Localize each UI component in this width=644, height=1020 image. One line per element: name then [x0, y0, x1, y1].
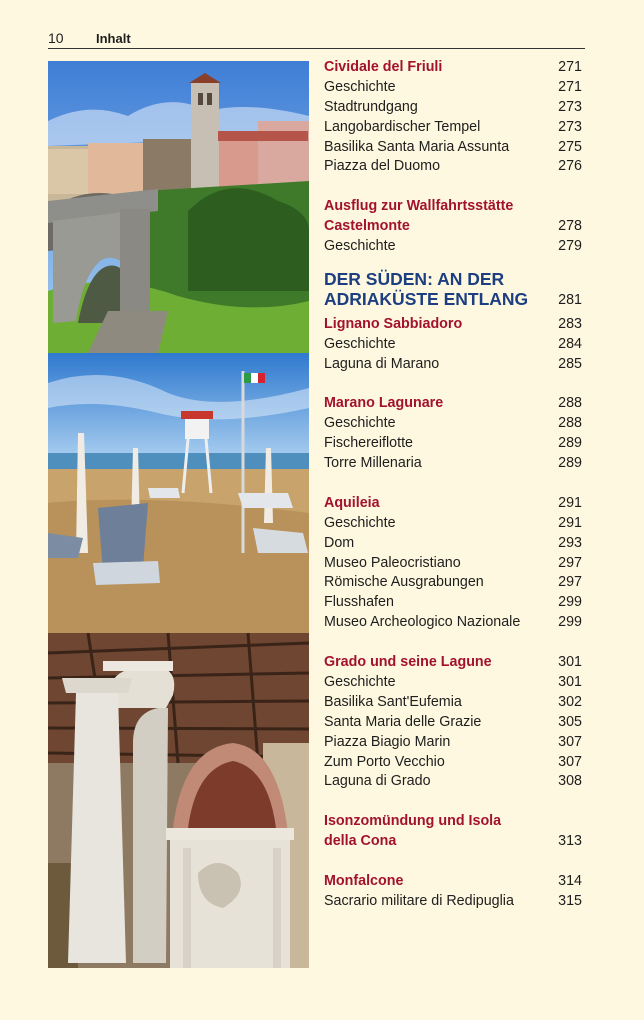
toc-spacer: [324, 792, 582, 812]
toc-page-number: 289: [558, 435, 582, 452]
toc-entry-label: Geschichte: [324, 673, 396, 690]
toc-sub-entry[interactable]: [324, 613, 582, 633]
toc-sub-entry[interactable]: [324, 514, 582, 534]
section-title: Inhalt: [96, 31, 131, 46]
toc-entry-label: Laguna di Grado: [324, 773, 431, 790]
toc-location-entry[interactable]: [324, 812, 582, 832]
toc-entry-label: Aquileia: [324, 494, 380, 511]
toc-location-entry[interactable]: [324, 315, 582, 335]
toc-page-number: 283: [558, 315, 582, 332]
toc-entry-label: Lignano Sabbiadoro: [324, 315, 463, 332]
bridge-town-photo: [48, 61, 309, 353]
toc-page-number: 278: [558, 218, 582, 235]
basilica-interior-photo: [48, 633, 309, 968]
toc-location-entry[interactable]: [324, 653, 582, 673]
toc-location-entry[interactable]: [324, 197, 582, 217]
header-rule: [48, 48, 585, 49]
toc-page-number: 281: [558, 291, 582, 308]
toc-entry-label: Torre Millenaria: [324, 455, 422, 472]
toc-entry-label: Ausflug zur Wallfahrtsstätte: [324, 198, 514, 215]
toc-page-number: 289: [558, 455, 582, 472]
toc-sub-entry[interactable]: [324, 733, 582, 753]
toc-location-entry[interactable]: [324, 217, 582, 237]
toc-entry-label: Castelmonte: [324, 218, 410, 235]
toc-location-entry[interactable]: [324, 872, 582, 892]
region-title-line: ADRIAKÜSTE ENTLANG: [324, 288, 529, 309]
toc-page-number: 291: [558, 494, 582, 511]
toc-sub-entry[interactable]: [324, 237, 582, 257]
toc-page-number: 299: [558, 594, 582, 611]
toc-location-entry[interactable]: [324, 58, 582, 78]
toc-sub-entry[interactable]: [324, 534, 582, 554]
toc-entry-label: Piazza del Duomo: [324, 158, 441, 175]
toc-entry-label: Zum Porto Vecchio: [324, 753, 445, 770]
table-of-contents: [324, 58, 582, 912]
toc-spacer: [324, 375, 582, 395]
toc-page-number: 301: [558, 673, 582, 690]
toc-entry-label: Museo Paleocristiano: [324, 554, 461, 571]
toc-entry-label: Sacrario militare di Redipuglia: [324, 892, 514, 909]
toc-page-number: 301: [558, 654, 582, 671]
beach-photo: [48, 353, 309, 633]
toc-page-number: 291: [558, 514, 582, 531]
toc-spacer: [324, 852, 582, 872]
toc-entry-label: Monfalcone: [324, 872, 404, 889]
toc-page-number: 297: [558, 574, 582, 591]
toc-entry-label: Geschichte: [324, 514, 396, 531]
toc-page-number: 271: [558, 59, 582, 75]
toc-page-number: 275: [558, 138, 582, 155]
toc-entry-label: Isonzomündung und Isola: [324, 813, 502, 830]
toc-page-number: 293: [558, 534, 582, 551]
toc-page-number: 308: [558, 773, 582, 790]
toc-spacer: [324, 177, 582, 197]
page-header: [48, 30, 584, 48]
toc-sub-entry[interactable]: [324, 554, 582, 574]
toc-location-entry[interactable]: [324, 832, 582, 852]
toc-page-number: 288: [558, 415, 582, 432]
toc-entry-label: Dom: [324, 534, 355, 551]
toc-page-number: 307: [558, 753, 582, 770]
toc-page-number: 302: [558, 693, 582, 710]
toc-page-number: 271: [558, 78, 582, 95]
toc-page-number: 305: [558, 713, 582, 730]
toc-page-number: 313: [558, 833, 582, 850]
toc-entry-label: Grado und seine Lagune: [324, 654, 492, 671]
photo-column: [48, 61, 309, 968]
toc-entry-label: Laguna di Marano: [324, 355, 440, 372]
page-number: 10: [48, 30, 64, 46]
toc-sub-entry[interactable]: [324, 693, 582, 713]
toc-entry-label: Flusshafen: [324, 594, 394, 611]
toc-sub-entry[interactable]: [324, 772, 582, 792]
toc-entry-label: Geschichte: [324, 415, 396, 432]
toc-sub-entry[interactable]: [324, 78, 582, 98]
toc-page-number: 307: [558, 733, 582, 750]
toc-entry-label: Langobardischer Tempel: [324, 118, 481, 135]
toc-page-number: 285: [558, 355, 582, 372]
toc-page-number: 288: [558, 395, 582, 412]
toc-page-number: 273: [558, 98, 582, 115]
region-title-line: DER SÜDEN: AN DER: [324, 268, 505, 289]
toc-entry-label: Piazza Biagio Marin: [324, 733, 451, 750]
toc-sub-entry[interactable]: [324, 753, 582, 773]
toc-sub-entry[interactable]: [324, 573, 582, 593]
toc-sub-entry[interactable]: [324, 593, 582, 613]
toc-sub-entry[interactable]: [324, 118, 582, 138]
toc-entry-label: Cividale del Friuli: [324, 59, 443, 75]
toc-sub-entry[interactable]: [324, 673, 582, 693]
toc-location-entry[interactable]: [324, 394, 582, 414]
toc-sub-entry[interactable]: [324, 157, 582, 177]
toc-entry-label: Marano Lagunare: [324, 395, 444, 412]
toc-sub-entry[interactable]: [324, 414, 582, 434]
toc-spacer: [324, 474, 582, 494]
toc-entry-label: della Cona: [324, 833, 397, 850]
toc-page-number: 273: [558, 118, 582, 135]
toc-location-entry[interactable]: [324, 494, 582, 514]
toc-page-number: 314: [558, 872, 582, 889]
toc-sub-entry[interactable]: [324, 454, 582, 474]
toc-sub-entry[interactable]: [324, 355, 582, 375]
toc-entry-label: Geschichte: [324, 78, 396, 95]
toc-entry-label: Geschichte: [324, 238, 396, 255]
toc-entry-label: Fischereiflotte: [324, 435, 413, 452]
toc-sub-entry[interactable]: [324, 892, 582, 912]
toc-page-number: 276: [558, 158, 582, 175]
toc-spacer: [324, 633, 582, 653]
toc-page-number: 299: [558, 614, 582, 631]
toc-entry-label: Museo Archeologico Nazionale: [324, 614, 521, 631]
toc-page-number: 279: [558, 238, 582, 255]
toc-page-number: 284: [558, 335, 582, 352]
toc-entry-label: Santa Maria delle Grazie: [324, 713, 482, 730]
toc-sub-entry[interactable]: [324, 335, 582, 355]
toc-entry-label: Geschichte: [324, 335, 396, 352]
toc-sub-entry[interactable]: [324, 138, 582, 158]
toc-page-number: 315: [558, 892, 582, 909]
toc-page-number: 297: [558, 554, 582, 571]
toc-region-heading[interactable]: [324, 269, 582, 309]
toc-entry-label: Stadtrundgang: [324, 98, 418, 115]
toc-entry-label: Basilika Sant'Eufemia: [324, 693, 462, 710]
toc-sub-entry[interactable]: [324, 713, 582, 733]
toc-entry-label: Römische Ausgrabungen: [324, 574, 484, 591]
toc-entry-label: Basilika Santa Maria Assunta: [324, 138, 510, 155]
toc-sub-entry[interactable]: [324, 98, 582, 118]
toc-sub-entry[interactable]: [324, 434, 582, 454]
